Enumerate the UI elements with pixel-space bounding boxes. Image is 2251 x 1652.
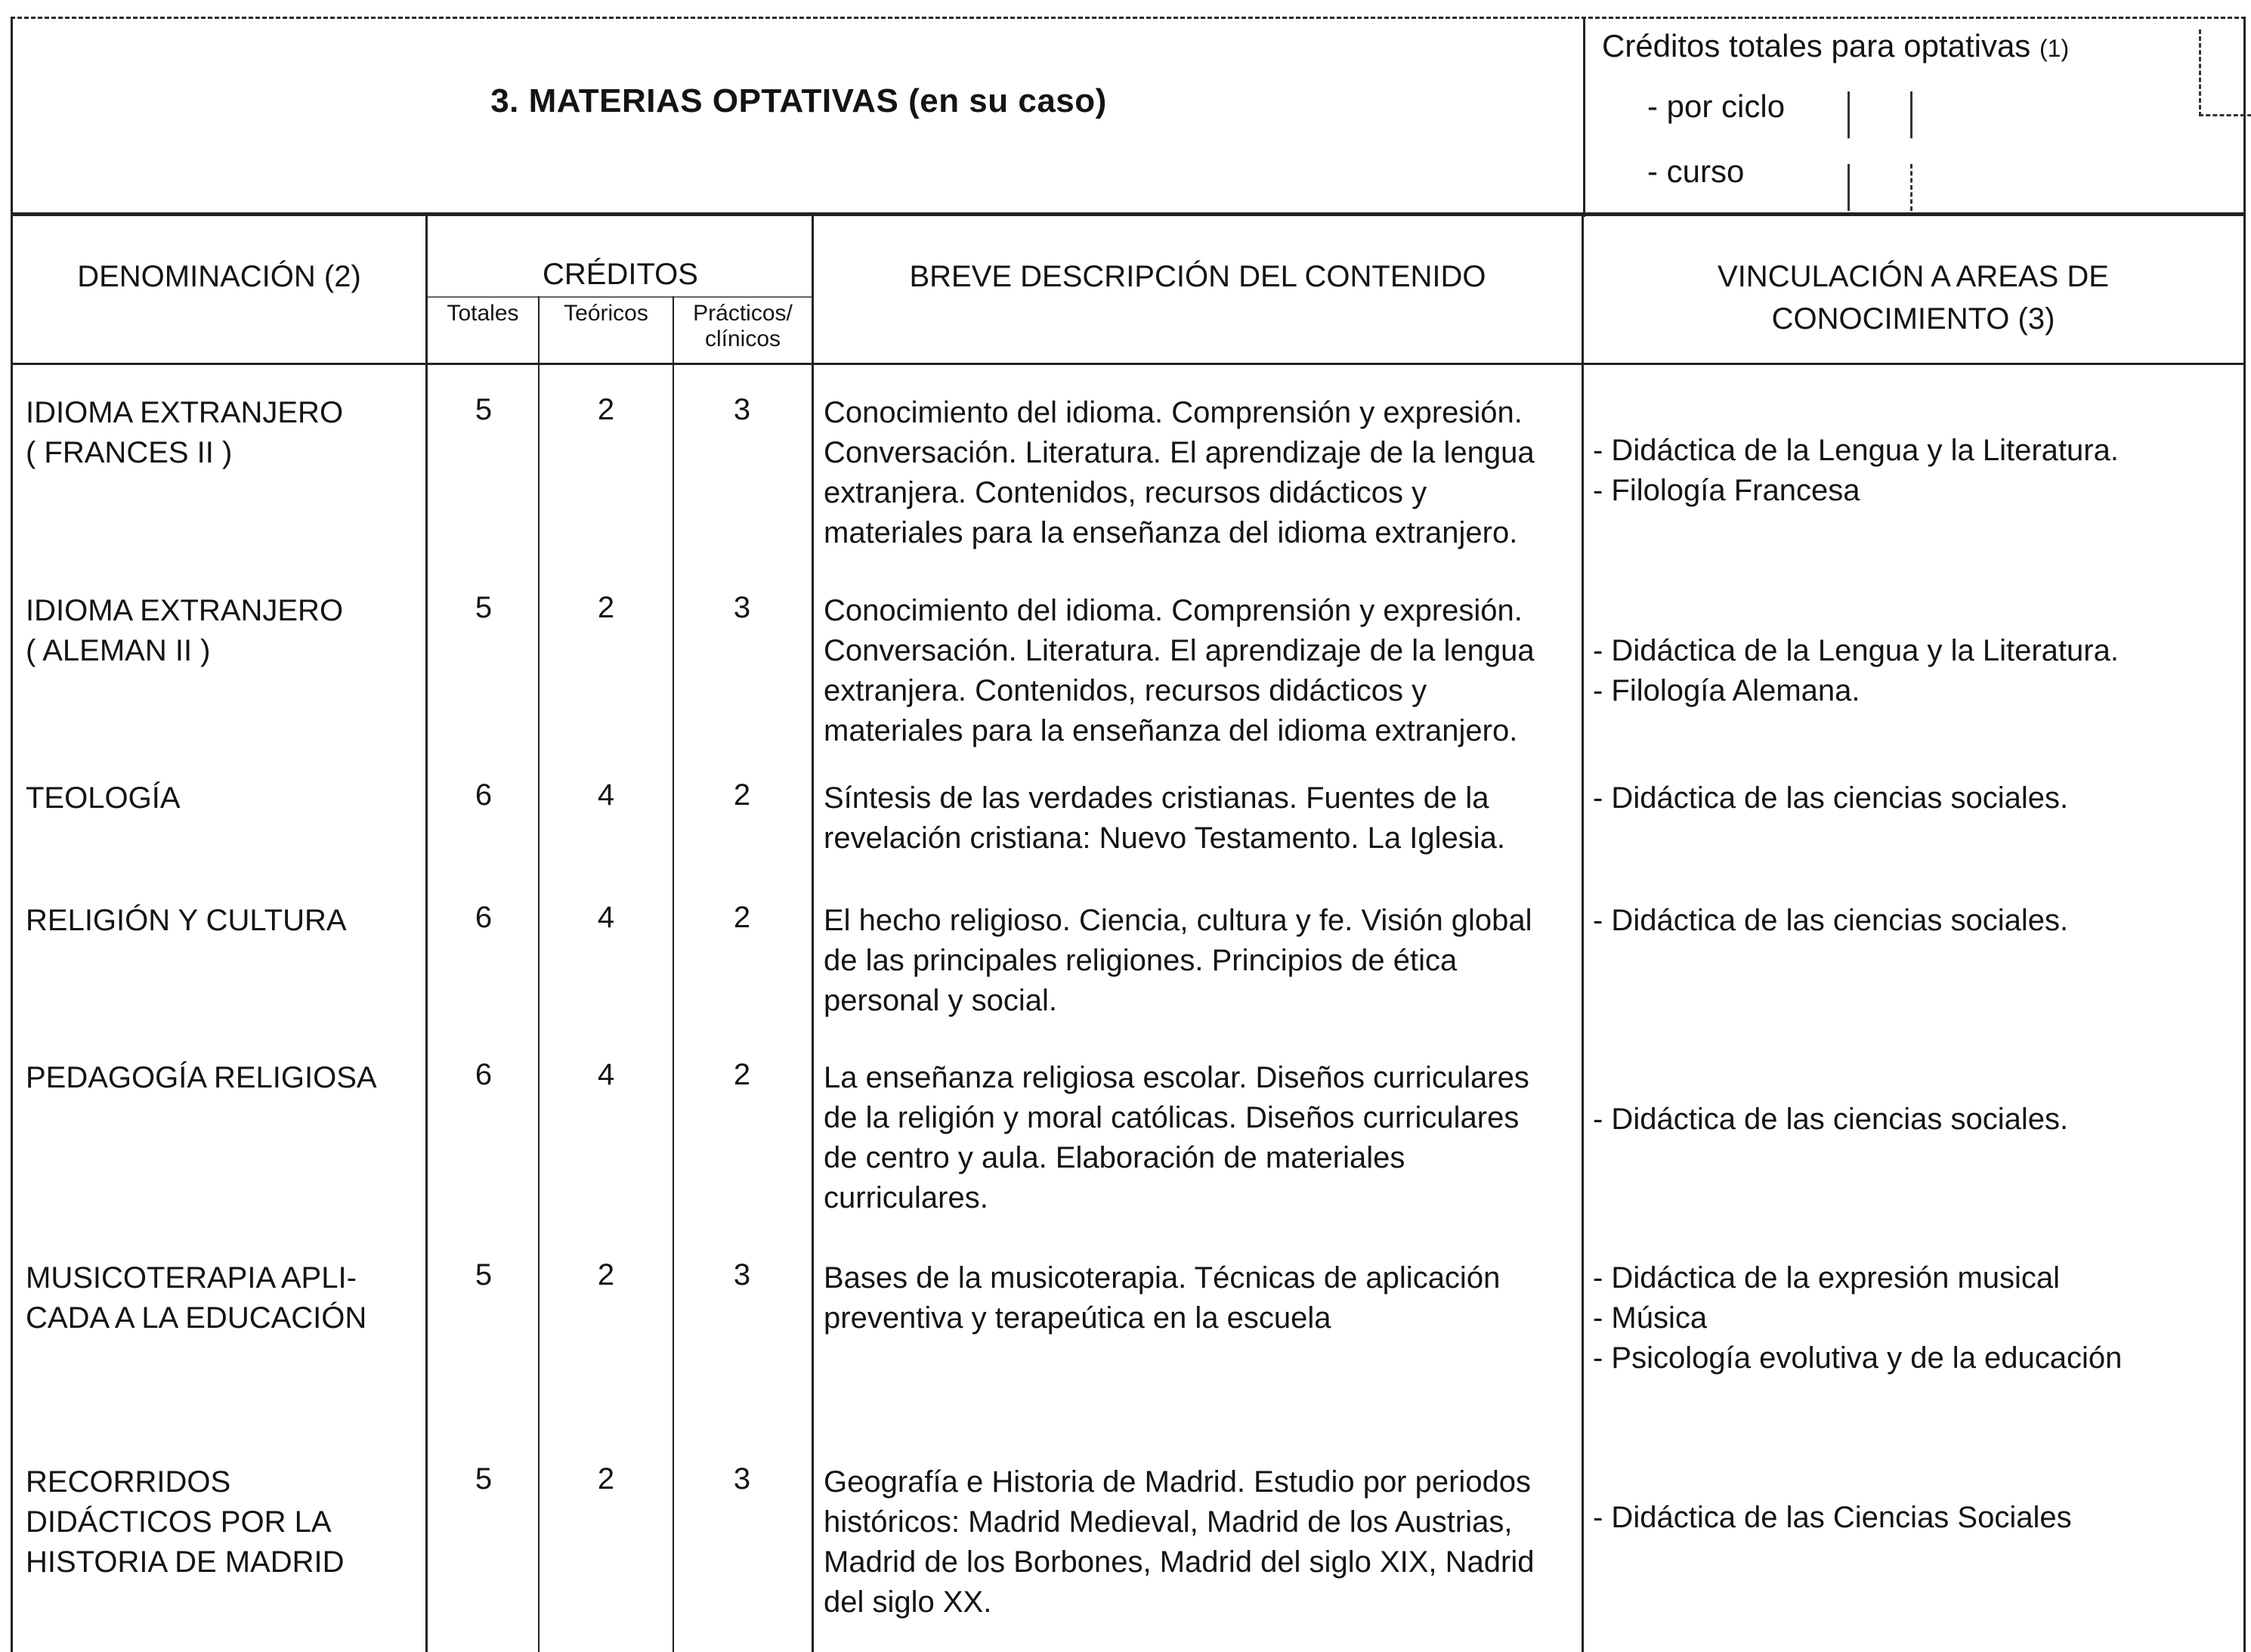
per-cycle-field (1847, 91, 1912, 138)
description-line: revelación cristiana: Nuevo Testamento. La Iglesia. (824, 821, 1505, 855)
content-description (824, 393, 1579, 553)
credits-practicos: 2 (733, 901, 751, 934)
description-line: personal y social. (824, 984, 1058, 1017)
content-description (824, 778, 1579, 858)
credits-practicos: 2 (733, 1058, 751, 1091)
knowledge-area-item: - Didáctica de las ciencias sociales. (1593, 904, 2069, 937)
credits-teoricos: 4 (597, 778, 615, 812)
credits-totales: 6 (475, 901, 493, 934)
description-line: históricos: Madrid Medieval, Madrid de los Austrias, (824, 1505, 1513, 1539)
subject-name-line: RELIGIÓN Y CULTURA (26, 904, 347, 937)
section-header (11, 17, 2246, 215)
knowledge-area-item: - Didáctica de las ciencias sociales. (1593, 1103, 2069, 1136)
description-line: Conversación. Literatura. El aprendizaje de la lengua (824, 436, 1535, 469)
subject-name (26, 901, 419, 941)
credits-teoricos: 4 (597, 1058, 615, 1091)
description-line: Geografía e Historia de Madrid. Estudio por periodos (824, 1465, 1532, 1499)
knowledge-area-item: - Didáctica de la expresión musical (1593, 1261, 2061, 1295)
credits-teoricos: 2 (597, 393, 615, 426)
knowledge-areas (1593, 431, 2239, 511)
knowledge-area-item: - Didáctica de las Ciencias Sociales (1593, 1501, 2072, 1534)
credits-totales: 5 (475, 1462, 493, 1496)
credits-practicos: 3 (733, 1462, 751, 1496)
description-line: Conversación. Literatura. El aprendizaje de la lengua (824, 634, 1535, 667)
description-line: extranjera. Contenidos, recursos didácticos y (824, 476, 1427, 509)
column-header-descripcion: BREVE DESCRIPCIÓN DEL CONTENIDO (909, 260, 1486, 293)
subject-name-line: ( ALEMAN II ) (26, 634, 211, 667)
practicos-label: Prácticos/ (693, 301, 793, 326)
description-line: materiales para la enseñanza del idioma extranjero. (824, 516, 1518, 549)
description-line: Conocimiento del idioma. Comprensión y expresión. (824, 594, 1523, 627)
credits-teoricos: 4 (597, 901, 615, 934)
header-divider (1583, 19, 1585, 217)
content-description (824, 591, 1579, 751)
subject-name-line: MUSICOTERAPIA APLI- (26, 1261, 357, 1295)
column-header-teoricos: Teóricos (564, 301, 648, 326)
content-description (824, 901, 1579, 1021)
description-line: de las principales religiones. Principios de ética (824, 944, 1458, 977)
knowledge-area-item: - Filología Francesa (1593, 474, 1860, 507)
table-top-border (11, 214, 2246, 216)
subject-name-line: IDIOMA EXTRANJERO (26, 396, 344, 429)
subject-name (26, 1058, 419, 1098)
knowledge-area-item: - Filología Alemana. (1593, 674, 1860, 707)
column-header-denominacion: DENOMINACIÓN (2) (77, 260, 361, 293)
credits-totales: 6 (475, 1058, 493, 1091)
description-line: de centro y aula. Elaboración de materiales (824, 1141, 1405, 1174)
description-line: El hecho religioso. Ciencia, cultura y fe. Visión global (824, 904, 1532, 937)
subject-name-line: HISTORIA DE MADRID (26, 1545, 345, 1579)
description-line: extranjera. Contenidos, recursos didácticos y (824, 674, 1427, 707)
column-header-vinculacion (1584, 255, 2243, 340)
knowledge-areas (1593, 1258, 2239, 1378)
credits-practicos: 2 (733, 778, 751, 812)
per-cycle-label: - por ciclo (1647, 88, 1786, 124)
vinculacion-line-1: VINCULACIÓN A AREAS DE (1718, 260, 2109, 293)
table-right-border (2243, 214, 2246, 1652)
knowledge-area-item: - Psicología evolutiva y de la educación (1593, 1341, 2123, 1375)
subject-name-line: IDIOMA EXTRANJERO (26, 594, 344, 627)
subject-name-line: DIDÁCTICOS POR LA (26, 1505, 332, 1539)
description-line: del siglo XX. (824, 1585, 992, 1619)
column-header-creditos: CRÉDITOS (543, 258, 698, 291)
description-line: curriculares. (824, 1181, 988, 1214)
section-title: 3. MATERIAS OPTATIVAS (en su caso) (490, 82, 1107, 119)
knowledge-areas (1593, 1100, 2239, 1140)
credits-teoricos: 2 (597, 591, 615, 624)
description-line: materiales para la enseñanza del idioma extranjero. (824, 714, 1518, 747)
subject-name-line: ( FRANCES II ) (26, 436, 233, 469)
knowledge-areas (1593, 631, 2239, 711)
content-description (824, 1258, 1579, 1338)
optional-credits-box (1594, 23, 2244, 212)
column-divider-teoricos (673, 296, 674, 1652)
credits-practicos: 3 (733, 1258, 751, 1292)
column-header-totales: Totales (447, 301, 519, 326)
subject-name-line: PEDAGOGÍA RELIGIOSA (26, 1061, 377, 1094)
credits-totales: 5 (475, 393, 493, 426)
credits-practicos: 3 (733, 591, 751, 624)
subject-name (26, 778, 419, 818)
vinculacion-line-2: CONOCIMIENTO (3) (1771, 302, 2055, 336)
content-description (824, 1058, 1579, 1218)
subject-name-line: CADA A LA EDUCACIÓN (26, 1301, 367, 1335)
subject-name (26, 591, 419, 671)
credits-teoricos: 2 (597, 1462, 615, 1496)
description-line: preventiva y terapeútica en la escuela (824, 1301, 1331, 1335)
column-divider-credits (812, 214, 814, 1652)
description-line: Madrid de los Borbones, Madrid del siglo XIX, Nadrid (824, 1545, 1535, 1579)
credits-practicos: 3 (733, 393, 751, 426)
subject-name-line: TEOLOGÍA (26, 781, 181, 815)
total-credits-field (2199, 29, 2251, 116)
subject-name (26, 393, 419, 473)
subject-name-line: RECORRIDOS (26, 1465, 231, 1499)
credits-totales: 5 (475, 1258, 493, 1292)
column-header-practicos (674, 301, 812, 352)
column-divider-totales (538, 296, 540, 1652)
knowledge-area-item: - Didáctica de la Lengua y la Literatura. (1593, 634, 2119, 667)
column-divider-description (1582, 214, 1584, 1652)
optional-credits-ref: (1) (2039, 35, 2070, 62)
clinicos-label: clínicos (704, 326, 781, 351)
description-line: Bases de la musicoterapia. Técnicas de aplicación (824, 1261, 1501, 1295)
credits-totales: 6 (475, 778, 493, 812)
knowledge-areas (1593, 1498, 2239, 1538)
table-left-border (11, 214, 13, 1652)
knowledge-area-item: - Didáctica de la Lengua y la Literatura. (1593, 434, 2119, 467)
description-line: Conocimiento del idioma. Comprensión y expresión. (824, 396, 1523, 429)
credits-teoricos: 2 (597, 1258, 615, 1292)
knowledge-areas (1593, 901, 2239, 941)
subject-name (26, 1258, 419, 1338)
knowledge-area-item: - Didáctica de las ciencias sociales. (1593, 781, 2069, 815)
optional-credits-title (1602, 28, 2069, 64)
column-header-bottom-border (11, 363, 2246, 365)
knowledge-area-item: - Música (1593, 1301, 1708, 1335)
credits-subheader-line (428, 296, 813, 298)
credits-totales: 5 (475, 591, 493, 624)
optional-credits-label: Créditos totales para optativas (1602, 28, 2031, 63)
content-description (824, 1462, 1579, 1623)
column-divider-name (425, 214, 428, 1652)
knowledge-areas (1593, 778, 2239, 818)
description-line: de la religión y moral católicas. Diseños curriculares (824, 1101, 1520, 1134)
description-line: Síntesis de las verdades cristianas. Fuentes de la (824, 781, 1489, 815)
subject-name (26, 1462, 419, 1582)
description-line: La enseñanza religiosa escolar. Diseños curriculares (824, 1061, 1529, 1094)
course-label: - curso (1647, 153, 1745, 189)
course-field (1847, 164, 1912, 211)
